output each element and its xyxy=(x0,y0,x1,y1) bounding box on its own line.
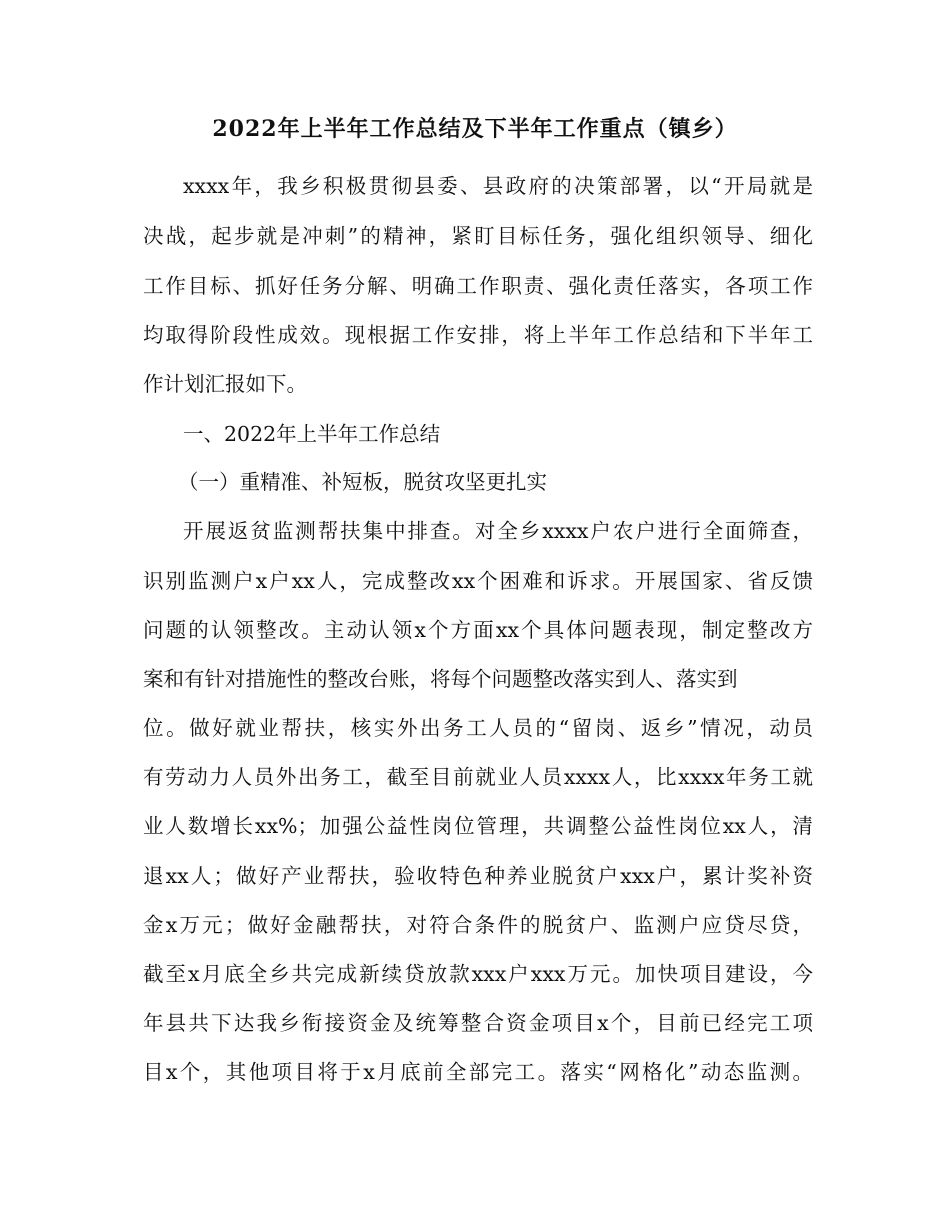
paragraph-line: 有劳动力人员外出务工，截至目前就业人员xxxx人，比xxxx年务工就 xyxy=(143,765,813,789)
paragraph-line: 位。做好就业帮扶，核实外出务工人员的“留岗、返乡”情况，动员 xyxy=(143,716,813,740)
paragraph-line: 识别监测户x户xx人，完成整改xx个困难和诉求。开展国家、省反馈 xyxy=(143,569,813,593)
paragraph-line: xxxx年，我乡积极贯彻县委、县政府的决策部署，以“开局就是 xyxy=(183,174,813,198)
paragraph-line: 工作目标、抓好任务分解、明确工作职责、强化责任落实，各项工作 xyxy=(143,274,813,298)
paragraph-line: 截至x月底全乡共完成新续贷放款xxx户xxx万元。加快项目建设，今 xyxy=(143,962,813,986)
paragraph-line: 决战，起步就是冲刺”的精神，紧盯目标任务，强化组织领导、细化 xyxy=(143,224,813,248)
paragraph-line: 目x个，其他项目将于x月底前全部完工。落实“网格化”动态监测。 xyxy=(143,1060,813,1084)
document-title: 2022年上半年工作总结及下半年工作重点（镇乡） xyxy=(212,116,738,142)
paragraph-line: 作计划汇报如下。 xyxy=(143,372,307,396)
paragraph-line: 均取得阶段性成效。现根据工作安排，将上半年工作总结和下半年工 xyxy=(143,323,813,347)
section-heading: 一、2022年上半年工作总结 xyxy=(183,422,441,446)
paragraph-line: 年县共下达我乡衔接资金及统筹整合资金项目x个，目前已经完工项 xyxy=(143,1011,813,1035)
subsection-heading: （一）重精准、补短板，脱贫攻坚更扎实 xyxy=(178,470,547,494)
paragraph-line: 退xx人；做好产业帮扶，验收特色种养业脱贫户xxx户，累计奖补资 xyxy=(143,864,813,888)
paragraph-line: 金x万元；做好金融帮扶，对符合条件的脱贫户、监测户应贷尽贷， xyxy=(143,913,813,937)
paragraph-line: 开展返贫监测帮扶集中排查。对全乡xxxx户农户进行全面筛查， xyxy=(183,519,813,543)
paragraph-line: 案和有针对措施性的整改台账，将每个问题整改落实到人、落实到 xyxy=(143,667,738,691)
paragraph-line: 业人数增长xx%；加强公益性岗位管理，共调整公益性岗位xx人，清 xyxy=(143,814,813,838)
paragraph-line: 问题的认领整改。主动认领x个方面xx个具体问题表现，制定整改方 xyxy=(143,618,813,642)
